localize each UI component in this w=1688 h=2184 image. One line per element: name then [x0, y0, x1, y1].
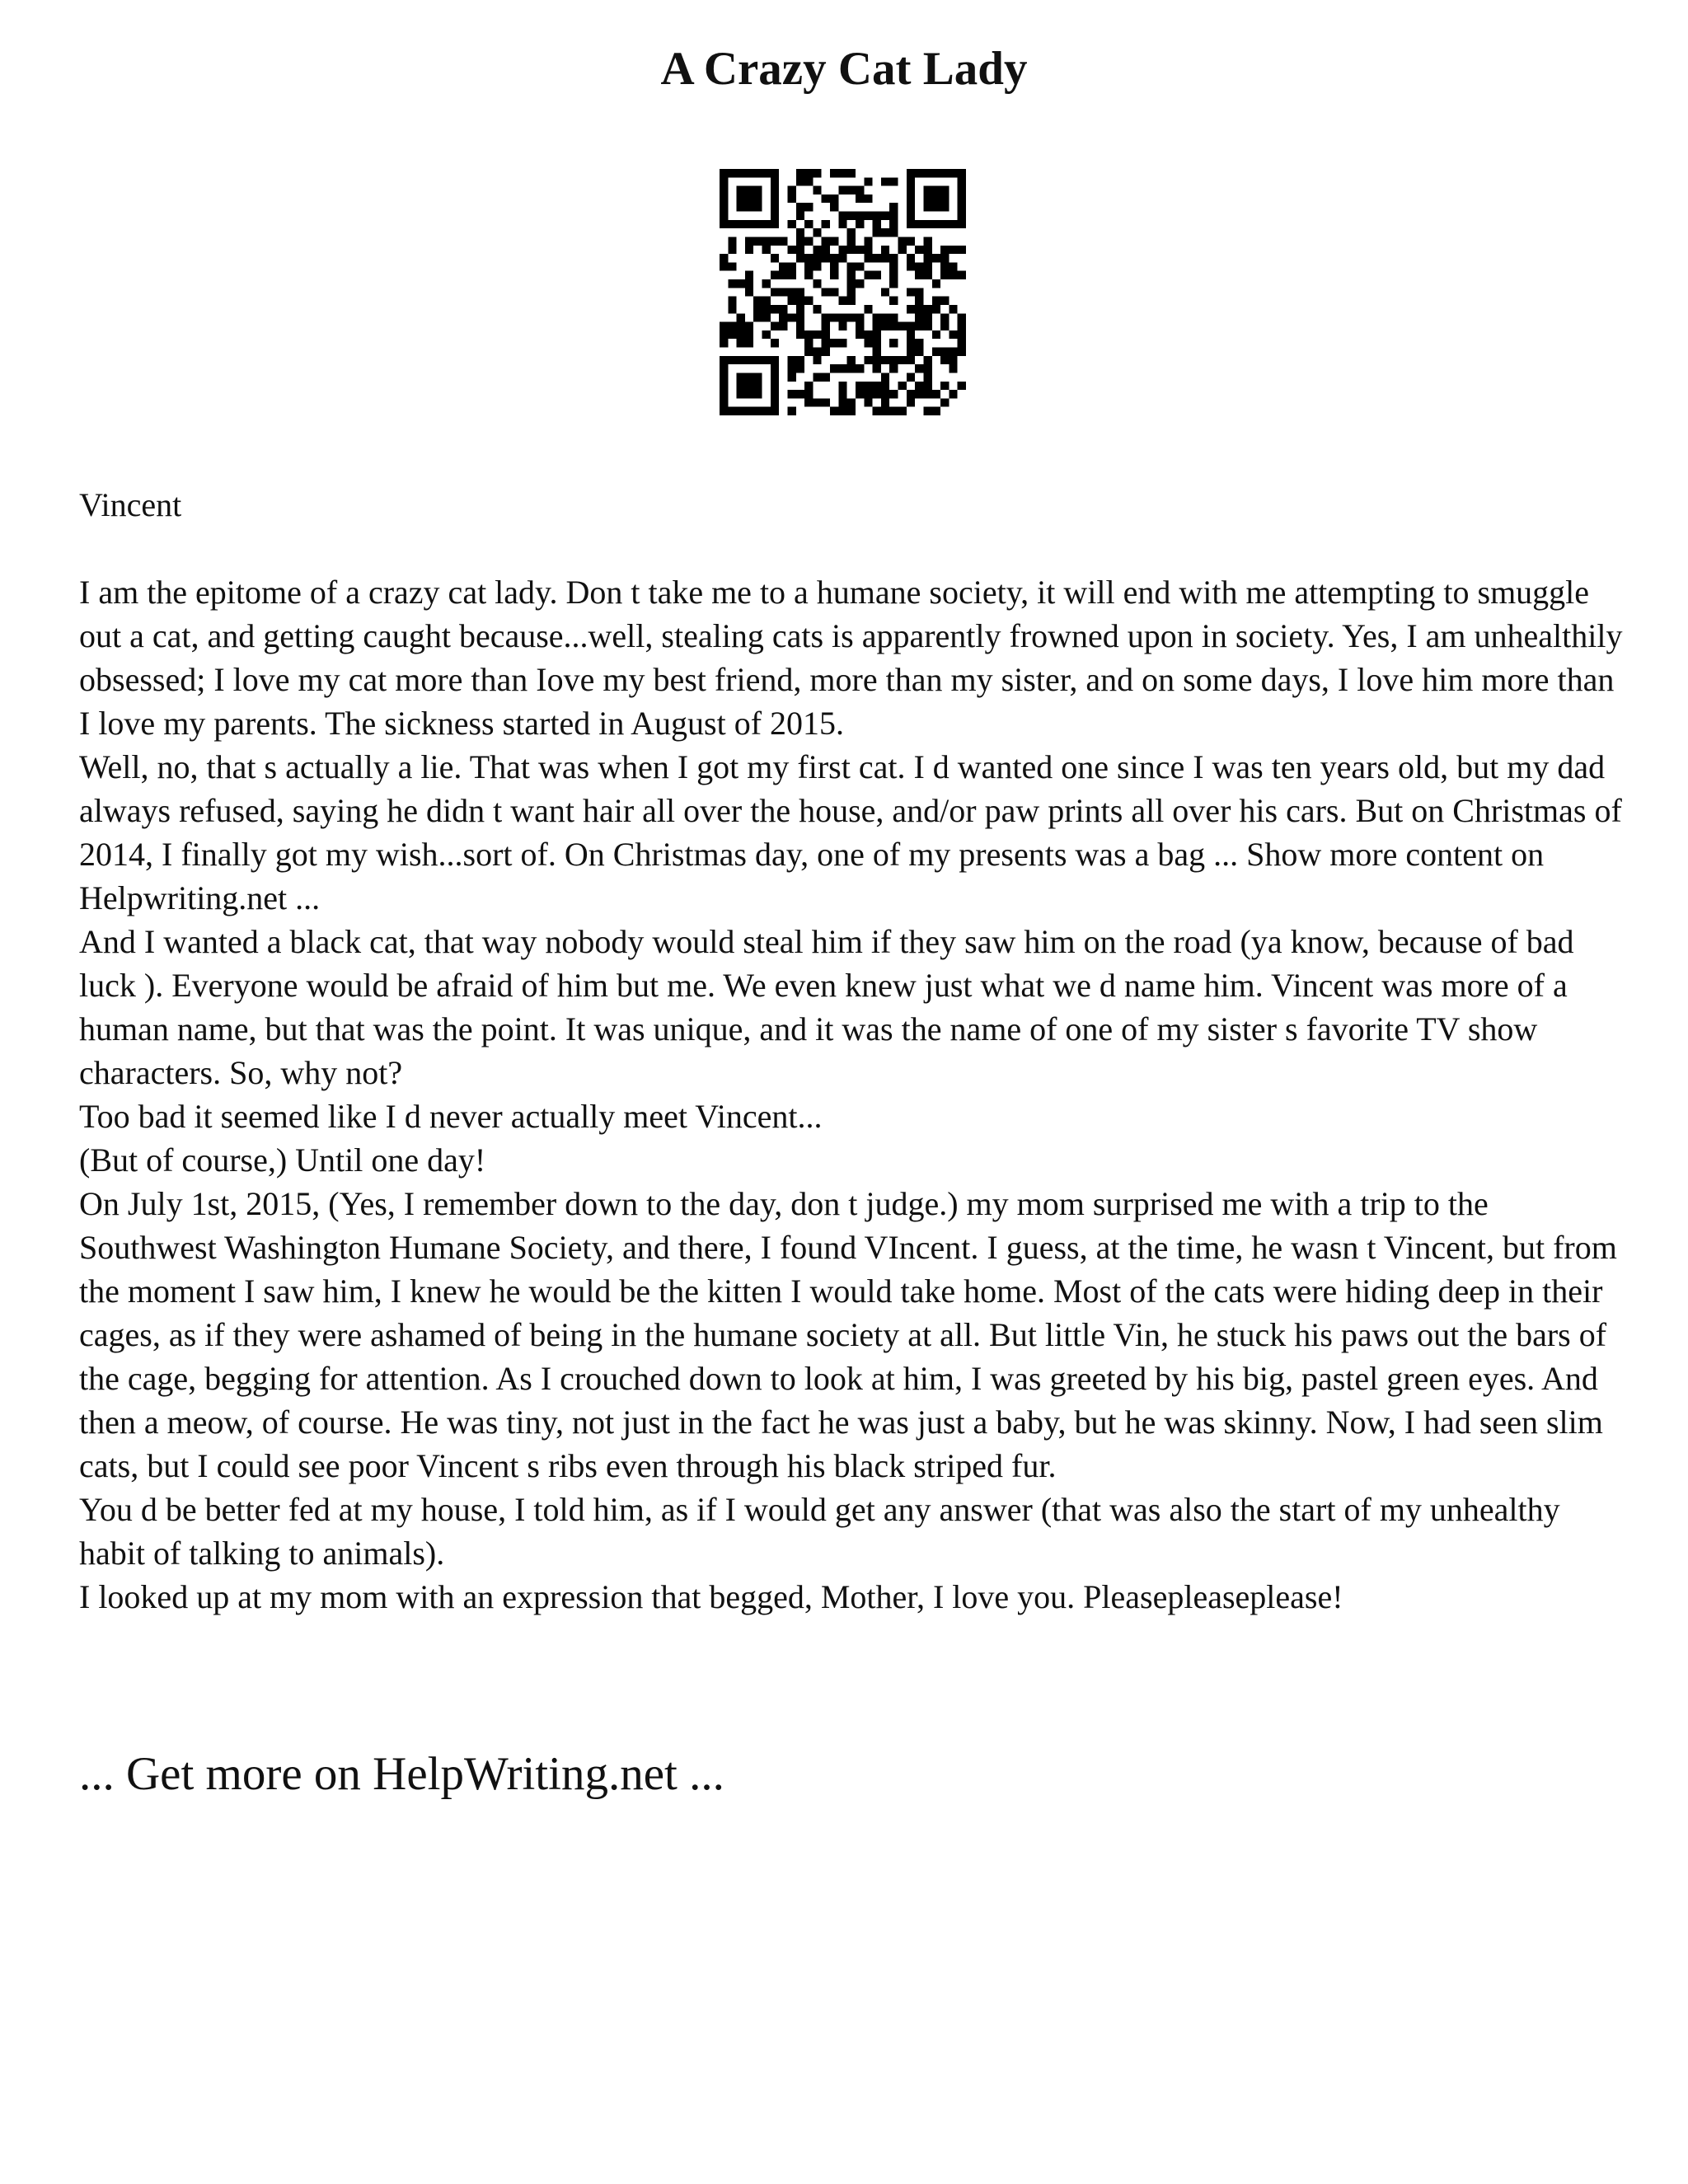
- promo-link[interactable]: ... Get more on HelpWriting.net ...: [79, 1748, 724, 1800]
- salutation: Vincent: [79, 486, 182, 523]
- paragraph: I looked up at my mom with an expression that begged, Mother, I love you. Pleasepleaseplease!: [79, 1578, 1343, 1615]
- document-title: A Crazy Cat Lady: [660, 43, 1028, 95]
- paragraph: (But of course,) Until one day!: [79, 1141, 486, 1179]
- paragraph: I am the epitome of a crazy cat lady. Don t take me to a humane society, it will end with me attempting to smuggle out a cat, and getting caught because...well, stealing cats is apparently frowned upon in society. Yes, I am unhealthily obsessed; I love my cat more than Iove my best friend, more than my sister, and on some days, I love him more than I love my parents. The sickness started in August of 2015.: [79, 574, 1623, 742]
- document-body: [79, 483, 1629, 1619]
- qr-code-icon: [720, 169, 966, 415]
- paragraph: And I wanted a black cat, that way nobody would steal him if they saw him on the road (ya know, because of bad luck ). Everyone would be afraid of him but me. We even knew just what we d name him. Vincent was more of a human name, but that was the point. It was unique, and it was the name of one of my sister s favorite TV show characters. So, why not?: [79, 923, 1574, 1091]
- paragraph: Well, no, that s actually a lie. That was when I got my first cat. I d wanted one since I was ten years old, but my dad always refused, saying he didn t want hair all over the house, and/or paw prints all over his cars. But on Christmas of 2014, I finally got my wish...sort of. On Christmas day, one of my presents was a bag ... Show more content on Helpwriting.net ...: [79, 748, 1622, 916]
- paragraph: On July 1st, 2015, (Yes, I remember down to the day, don t judge.) my mom surprised me with a trip to the Southwest Washington Humane Society, and there, I found VIncent. I guess, at the time, he wasn t Vincent, but from the moment I saw him, I knew he would be the kitten I would take home. Most of the cats were hiding deep in their cages, as if they were ashamed of being in the humane society at all. But little Vin, he stuck his paws out the bars of the cage, begging for attention. As I crouched down to look at him, I was greeted by his big, pastel green eyes. And then a meow, of course. He was tiny, not just in the fact he was just a baby, but he was skinny. Now, I had seen slim cats, but I could see poor Vincent s ribs even through his black striped fur.: [79, 1185, 1617, 1484]
- paragraph: You d be better fed at my house, I told him, as if I would get any answer (that was also the start of my unhealthy habit of talking to animals).: [79, 1491, 1560, 1572]
- paragraph: Too bad it seemed like I d never actually meet Vincent...: [79, 1098, 823, 1135]
